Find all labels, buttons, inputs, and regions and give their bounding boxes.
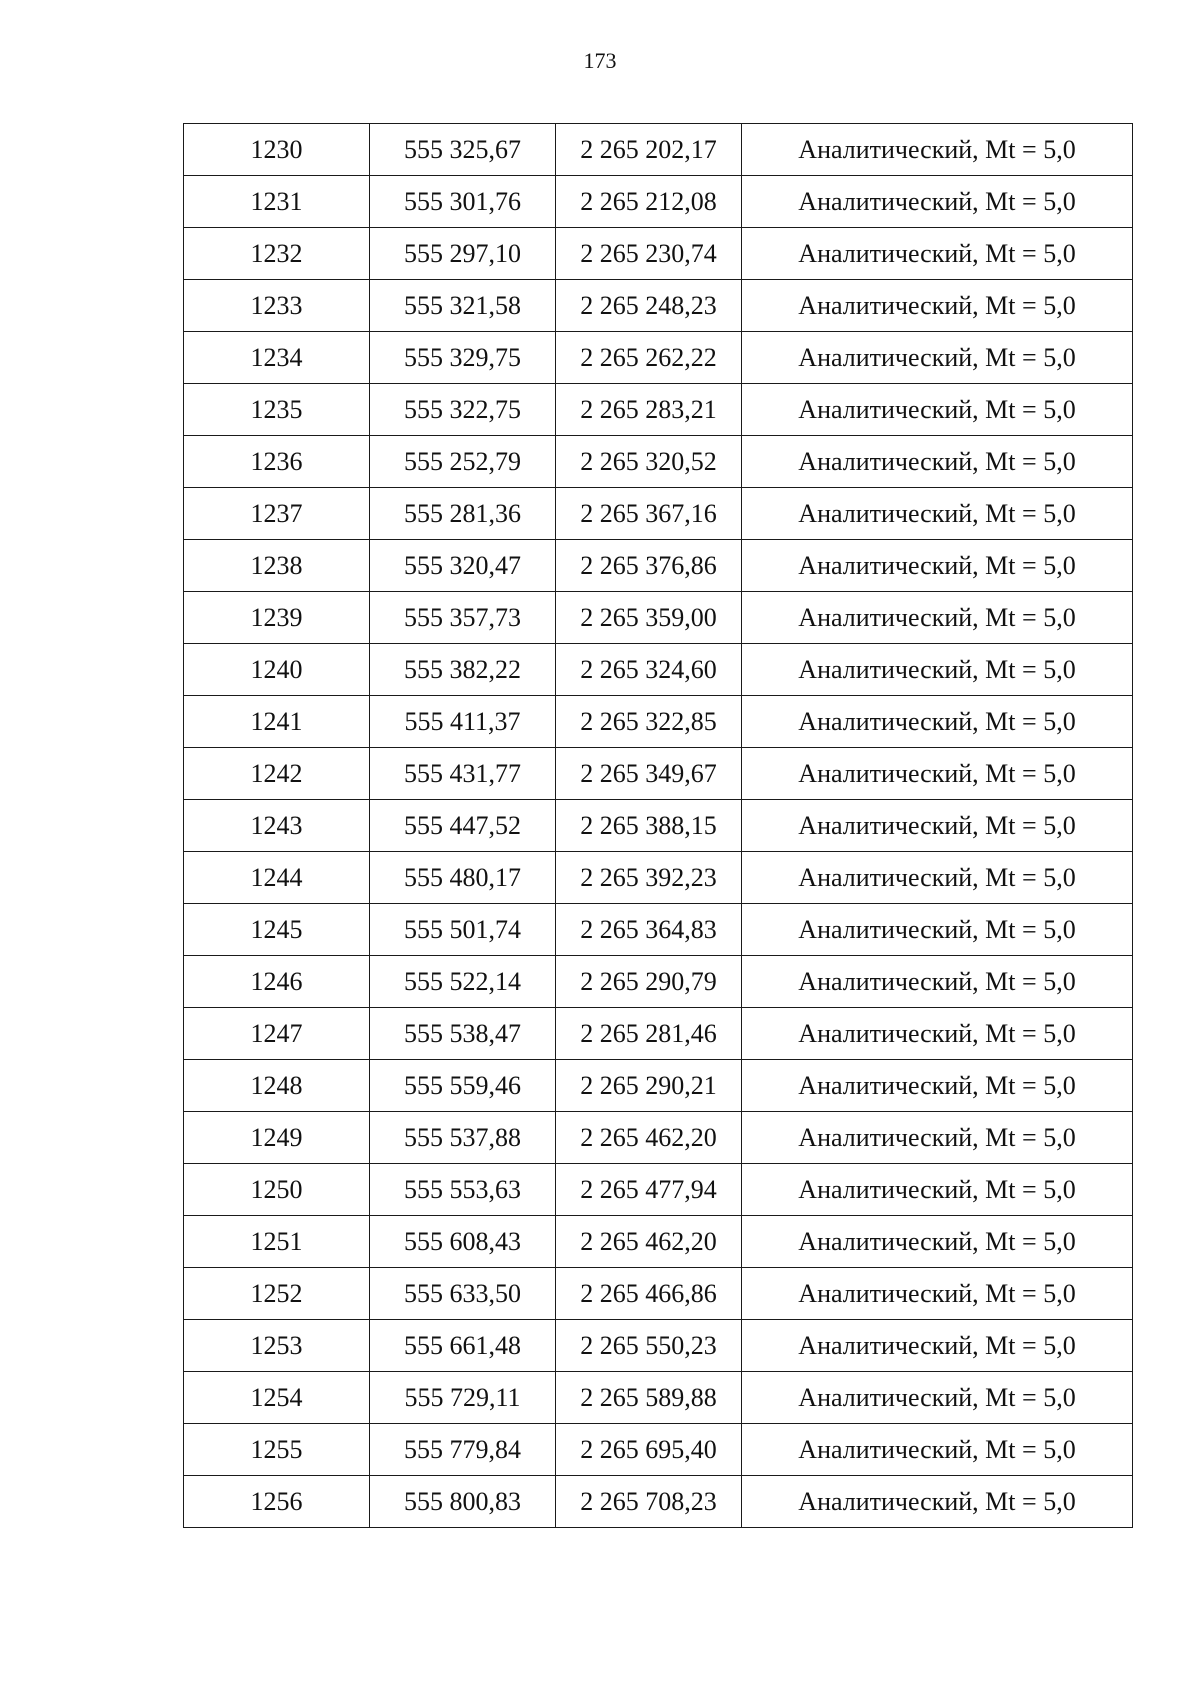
method-cell: Аналитический, Mt = 5,0: [742, 1164, 1133, 1216]
point-number-cell: 1238: [184, 540, 370, 592]
table-row: [184, 1372, 1133, 1424]
x-coordinate-cell: 555 800,83: [370, 1476, 556, 1528]
page-number: 173: [583, 48, 617, 73]
x-coordinate-cell: 555 729,11: [370, 1372, 556, 1424]
table-row: [184, 1008, 1133, 1060]
y-coordinate-cell: 2 265 248,23: [556, 280, 742, 332]
table-row: [184, 384, 1133, 436]
coordinates-table: [183, 123, 1133, 1528]
point-number-cell: 1245: [184, 904, 370, 956]
table-row: [184, 800, 1133, 852]
y-coordinate-cell: 2 265 322,85: [556, 696, 742, 748]
method-cell: Аналитический, Mt = 5,0: [742, 1372, 1133, 1424]
table-row: [184, 696, 1133, 748]
method-cell: Аналитический, Mt = 5,0: [742, 904, 1133, 956]
method-cell: Аналитический, Mt = 5,0: [742, 280, 1133, 332]
method-cell: Аналитический, Mt = 5,0: [742, 436, 1133, 488]
point-number-cell: 1251: [184, 1216, 370, 1268]
x-coordinate-cell: 555 301,76: [370, 176, 556, 228]
table-row: [184, 124, 1133, 176]
table-row: [184, 228, 1133, 280]
y-coordinate-cell: 2 265 477,94: [556, 1164, 742, 1216]
x-coordinate-cell: 555 297,10: [370, 228, 556, 280]
table-row: [184, 280, 1133, 332]
method-cell: Аналитический, Mt = 5,0: [742, 1060, 1133, 1112]
method-cell: Аналитический, Mt = 5,0: [742, 1008, 1133, 1060]
x-coordinate-cell: 555 411,37: [370, 696, 556, 748]
x-coordinate-cell: 555 559,46: [370, 1060, 556, 1112]
method-cell: Аналитический, Mt = 5,0: [742, 644, 1133, 696]
point-number-cell: 1233: [184, 280, 370, 332]
x-coordinate-cell: 555 252,79: [370, 436, 556, 488]
y-coordinate-cell: 2 265 388,15: [556, 800, 742, 852]
point-number-cell: 1256: [184, 1476, 370, 1528]
table-row: [184, 644, 1133, 696]
table-row: [184, 1060, 1133, 1112]
x-coordinate-cell: 555 357,73: [370, 592, 556, 644]
point-number-cell: 1239: [184, 592, 370, 644]
x-coordinate-cell: 555 447,52: [370, 800, 556, 852]
table-row: [184, 852, 1133, 904]
table-row: [184, 488, 1133, 540]
y-coordinate-cell: 2 265 466,86: [556, 1268, 742, 1320]
point-number-cell: 1250: [184, 1164, 370, 1216]
x-coordinate-cell: 555 320,47: [370, 540, 556, 592]
point-number-cell: 1243: [184, 800, 370, 852]
method-cell: Аналитический, Mt = 5,0: [742, 332, 1133, 384]
point-number-cell: 1241: [184, 696, 370, 748]
point-number-cell: 1244: [184, 852, 370, 904]
method-cell: Аналитический, Mt = 5,0: [742, 540, 1133, 592]
method-cell: Аналитический, Mt = 5,0: [742, 228, 1133, 280]
y-coordinate-cell: 2 265 695,40: [556, 1424, 742, 1476]
method-cell: Аналитический, Mt = 5,0: [742, 696, 1133, 748]
y-coordinate-cell: 2 265 550,23: [556, 1320, 742, 1372]
point-number-cell: 1255: [184, 1424, 370, 1476]
method-cell: Аналитический, Mt = 5,0: [742, 488, 1133, 540]
point-number-cell: 1242: [184, 748, 370, 800]
x-coordinate-cell: 555 431,77: [370, 748, 556, 800]
y-coordinate-cell: 2 265 392,23: [556, 852, 742, 904]
y-coordinate-cell: 2 265 462,20: [556, 1112, 742, 1164]
point-number-cell: 1247: [184, 1008, 370, 1060]
method-cell: Аналитический, Mt = 5,0: [742, 800, 1133, 852]
method-cell: Аналитический, Mt = 5,0: [742, 1424, 1133, 1476]
y-coordinate-cell: 2 265 281,46: [556, 1008, 742, 1060]
x-coordinate-cell: 555 522,14: [370, 956, 556, 1008]
x-coordinate-cell: 555 329,75: [370, 332, 556, 384]
point-number-cell: 1253: [184, 1320, 370, 1372]
table-row: [184, 592, 1133, 644]
point-number-cell: 1234: [184, 332, 370, 384]
point-number-cell: 1236: [184, 436, 370, 488]
method-cell: Аналитический, Mt = 5,0: [742, 384, 1133, 436]
point-number-cell: 1248: [184, 1060, 370, 1112]
point-number-cell: 1231: [184, 176, 370, 228]
y-coordinate-cell: 2 265 364,83: [556, 904, 742, 956]
x-coordinate-cell: 555 480,17: [370, 852, 556, 904]
x-coordinate-cell: 555 501,74: [370, 904, 556, 956]
x-coordinate-cell: 555 608,43: [370, 1216, 556, 1268]
table-row: [184, 904, 1133, 956]
table-row: [184, 1268, 1133, 1320]
x-coordinate-cell: 555 322,75: [370, 384, 556, 436]
y-coordinate-cell: 2 265 230,74: [556, 228, 742, 280]
table-row: [184, 436, 1133, 488]
table-row: [184, 540, 1133, 592]
method-cell: Аналитический, Mt = 5,0: [742, 176, 1133, 228]
x-coordinate-cell: 555 537,88: [370, 1112, 556, 1164]
method-cell: Аналитический, Mt = 5,0: [742, 1320, 1133, 1372]
y-coordinate-cell: 2 265 290,21: [556, 1060, 742, 1112]
table-row: [184, 1216, 1133, 1268]
table-row: [184, 1112, 1133, 1164]
point-number-cell: 1240: [184, 644, 370, 696]
point-number-cell: 1232: [184, 228, 370, 280]
y-coordinate-cell: 2 265 324,60: [556, 644, 742, 696]
y-coordinate-cell: 2 265 290,79: [556, 956, 742, 1008]
y-coordinate-cell: 2 265 283,21: [556, 384, 742, 436]
method-cell: Аналитический, Mt = 5,0: [742, 124, 1133, 176]
x-coordinate-cell: 555 553,63: [370, 1164, 556, 1216]
table-row: [184, 332, 1133, 384]
x-coordinate-cell: 555 779,84: [370, 1424, 556, 1476]
y-coordinate-cell: 2 265 320,52: [556, 436, 742, 488]
method-cell: Аналитический, Mt = 5,0: [742, 852, 1133, 904]
y-coordinate-cell: 2 265 202,17: [556, 124, 742, 176]
y-coordinate-cell: 2 265 262,22: [556, 332, 742, 384]
y-coordinate-cell: 2 265 589,88: [556, 1372, 742, 1424]
table-row: [184, 956, 1133, 1008]
x-coordinate-cell: 555 281,36: [370, 488, 556, 540]
y-coordinate-cell: 2 265 462,20: [556, 1216, 742, 1268]
y-coordinate-cell: 2 265 708,23: [556, 1476, 742, 1528]
method-cell: Аналитический, Mt = 5,0: [742, 1216, 1133, 1268]
method-cell: Аналитический, Mt = 5,0: [742, 1476, 1133, 1528]
table-row: [184, 1320, 1133, 1372]
x-coordinate-cell: 555 321,58: [370, 280, 556, 332]
table-row: [184, 176, 1133, 228]
y-coordinate-cell: 2 265 212,08: [556, 176, 742, 228]
coordinates-table-body: [184, 124, 1133, 1528]
x-coordinate-cell: 555 325,67: [370, 124, 556, 176]
point-number-cell: 1249: [184, 1112, 370, 1164]
point-number-cell: 1252: [184, 1268, 370, 1320]
point-number-cell: 1237: [184, 488, 370, 540]
method-cell: Аналитический, Mt = 5,0: [742, 1112, 1133, 1164]
point-number-cell: 1235: [184, 384, 370, 436]
y-coordinate-cell: 2 265 376,86: [556, 540, 742, 592]
table-row: [184, 748, 1133, 800]
y-coordinate-cell: 2 265 367,16: [556, 488, 742, 540]
y-coordinate-cell: 2 265 359,00: [556, 592, 742, 644]
x-coordinate-cell: 555 661,48: [370, 1320, 556, 1372]
method-cell: Аналитический, Mt = 5,0: [742, 748, 1133, 800]
y-coordinate-cell: 2 265 349,67: [556, 748, 742, 800]
method-cell: Аналитический, Mt = 5,0: [742, 956, 1133, 1008]
point-number-cell: 1230: [184, 124, 370, 176]
table-row: [184, 1164, 1133, 1216]
x-coordinate-cell: 555 538,47: [370, 1008, 556, 1060]
method-cell: Аналитический, Mt = 5,0: [742, 592, 1133, 644]
x-coordinate-cell: 555 633,50: [370, 1268, 556, 1320]
point-number-cell: 1254: [184, 1372, 370, 1424]
table-row: [184, 1424, 1133, 1476]
point-number-cell: 1246: [184, 956, 370, 1008]
x-coordinate-cell: 555 382,22: [370, 644, 556, 696]
table-row: [184, 1476, 1133, 1528]
method-cell: Аналитический, Mt = 5,0: [742, 1268, 1133, 1320]
